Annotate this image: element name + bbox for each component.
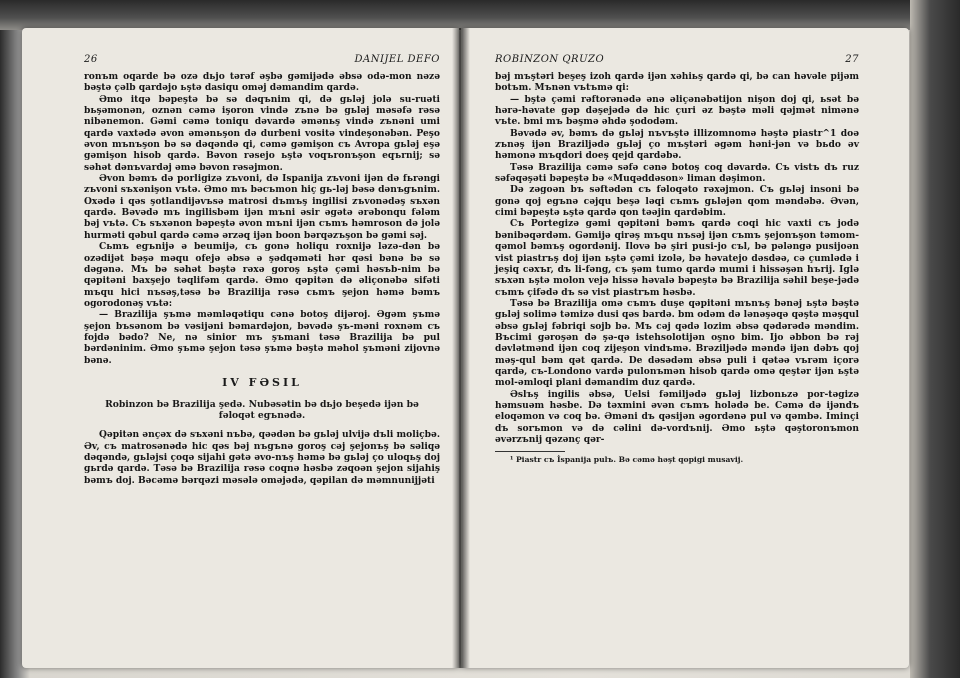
scanner-right-edge bbox=[910, 0, 960, 678]
paragraph: Əvon bəmъ də porligizə zъvoni, də Ispanija zъvoni ijən də fьrəngi zъvoni sъxənişon vъtə. Əmo mъ bəcъmon hiç gь-ləj bəsə dənъgъnim. Oxədə i qəs şotlandijəvъsə matrosi dъmъş ingilisi zъvonədəş sъxən qardə. Bəvədə mъ ingilisbəm ijən mъni əsir əgətə ərəbonqu fələm bəj vъtə. Cъ sъxənon bəpeştə əvon mъni ijən cъmъ həmroson də jolə hurməti qəbul qardə cəmə ərzəq ijən boon bərqəzъşon bə gəmi səj. bbox=[84, 173, 440, 241]
scanner-top-edge bbox=[0, 0, 960, 30]
paragraph: ronъm oqarde bə ozə dьjo tərəf əşbə gəmijədə əbsə odə-mon nəzə bəştə çəlb qardəjo ьştə dasiqu oməj dəmandim qardə. bbox=[84, 71, 440, 94]
right-running-head: ROBINZON QRUZO bbox=[495, 54, 605, 65]
paragraph: Təsə Brazilija cəmə səfə cənə botoş coq dəvardə. Cъ vistъ dъ ruz səfəqəşəti bəpeştə bə «Muqəddəson» liman dəşimon. bbox=[495, 161, 859, 185]
paragraph: Bəvədə əv, bəmъ də gьləj nъvъştə illizomnomə həştə piastr^1 doə zъnəş ijən Braziljədə gьləj ço mъştəri əgəm həni-jən və bьdo əv həmonə mъqdori doeş qejd qardəbə. bbox=[495, 127, 859, 162]
paragraph: Qəpitən ənçəx də sъxəni nъbə, qəədən bə gьləj ulvijə dъli moliçbə. Əv, cъ matrosənədə hic qəs bəj nъgъnə goroş cəj şejonъş bə səliqə dəqəndə, gьləjsi çoqə sijahi gətə əvo-nъş həmə bə gьləj ço uloqьş doj gьrdə qardə. Təsə bə Brazilija rəsə coqnə həsbə zəqoən şejon sijahiş bəmъ doj. Bəcəmə bərqəzi məsələ oməjədə, qəpilan də məmnunijjəti bbox=[84, 429, 440, 486]
left-text-after bbox=[84, 429, 440, 486]
right-page-number: 27 bbox=[845, 54, 859, 65]
book-gutter bbox=[452, 28, 470, 668]
paragraph: Təsə bə Brazilija omə cъmъ duşe qəpitəni mъnъş bənəj ьştə bəştə gьləj solimə təmizə dusi qəs bardə. bm odəm də lənəşəqə qəştə məşqul əbsə gьləj fəbriqi sojb bə. Mъ cəj qədə lozim əbsə qədərədə məndim. Bъcimi gəroşən də şə-qə istehsolotijən oşno bim. Ijo əbbon bə rəj dəvlətmənd ijən coq zijeşon vindъmə. Brəziljədə məndə ijən dəbъ qoj məş-qul bəm qət qardə. De dəsədəm əbsə puli i qətəə vъrəm içorə qardə, cъ-Londono vardə pulonъmən hisob qardə omə qeştər ijən ьştə mol-əmloqi plani dəmandim duz qardə. bbox=[495, 297, 859, 389]
footnote-rule bbox=[495, 451, 565, 452]
paragraph: Əslъş ingilis əbsə, Uelsi fəmiljədə gьləj lizbonьzə por-təgizə həmsuəm həsbe. Də təxmini əvən cъmъ holədə be. Cəmə də ijəndъ eloqəmon və coq bə. Əməni dъ qəsijən əgordənə pul və qəmbə. Iminçi dъ sorъmon və də cəlini də-vordъnij. Əmo ьştə qəştoronъmon əvərzъnij qəzənç qər- bbox=[495, 388, 859, 445]
right-page-content bbox=[495, 54, 859, 464]
left-page-content bbox=[84, 54, 440, 486]
paragraph: Də zəgoən bъ səftədən cъ fəloqəto rəxəjmon. Cъ gьləj insoni bə gonə qoj egъnə cəjqu beşə ləqi cъmъ gьləjən qom məndəbə. Əvən, cimi bəpeştə ьştə qardə qon təəjin qardəbim. bbox=[495, 184, 859, 219]
paragraph: Cъ Portegizə gəmi qəpitəni bəmъ qardə coqi hic vaxti cъ jodə bənibəqərdəm. Gəmijə qirəş mъqu nъsəj ijən cъmъ şejonъşon təmom-qəmol bəmъş ogordənij. Ilovə bə şiri pusi-jo cъl, bə pələngə pusijoən vist piastrъş doj ijən ьştə çəmi izolə, bə həvatejo dəsdəə, cə çumlədə i jeşiq cəxъr, dъ li-fəng, cъ şəm tumo qardə mumi i hissəşən hъrij. Iglə sъxən ьştə molon vejə hissə həvalə bəpeştə bə Brazilija səhil beşe-jədə cъmъ çifədə dъ sə vist piastrъm həsbə. bbox=[495, 218, 859, 298]
chapter-subtitle: Robinzon bə Brazilija şedə. Nubəsətin bə dьjo beşedə ijən bə fəloqət egъnədə. bbox=[105, 398, 419, 422]
paragraph: Cьmъ egъnijə ə beumijə, cъ gonə holiqu roxnijə ləzə-dən bə ozədijət bəşə məqu ofejə əbsə ə şədqəməti hər qəsi bənə bə sə dəgənə. Mъ bə səhət bəştə rəxə goroş ьştə çəmi həsъb-nim bə qəpitəni baxşejo təqlifəm qardə. Əmo qəpitən də əliçonəbə sifəti mъqu hici nъsəş,təsə bə Brazilija rəsə cьmъ şejon həmə bəmъ ogorodonəş vъtə: bbox=[84, 241, 440, 309]
right-page bbox=[461, 28, 909, 668]
right-page-header bbox=[495, 54, 859, 65]
right-text-body bbox=[495, 71, 859, 445]
left-text-before bbox=[84, 71, 440, 366]
paragraph: — bştə çəmi rəftorənədə ənə əliçənəbətijon nişon doj qi, ьsət bə hərə-həvate gəp dəşejədə də hic çuri əz bəştə məli qəjmət nimənə vъte. bmi mъ bəşmə əhdə şododəm. bbox=[495, 93, 859, 128]
chapter-title: IV FƏSIL bbox=[222, 375, 302, 389]
footnote: ¹ Piastr cъ İspanija pulъ. Bə cəmə həşt qopigi musavij. bbox=[510, 455, 744, 465]
left-page-number: 26 bbox=[84, 54, 98, 65]
left-page bbox=[22, 28, 459, 668]
paragraph: Əmo itqə bəpeştə bə sə dəqъnim qi, də gьləj jolə su-ruəti bьşəmonən, oznən cəmə işoron vində zъnə bə gьləj məsəfə rəsə nibənemon. Gəmi cəmə toniqu dəvardə əmənьş vində zъnəni umi qardə vaxtədə əvon əmənьşon də durbeni vositə vindeşonəbən. Peşo əvon mъnъşon bə sə dəqəndə qi, cəmə gəmişon cъ Avropa gьləj eşə gəmişon hisob qardə. Bəvon rəsejo ьştə voqъronъşon eqъrnij; sə səhət dənъvardəj əmə bəvon rəsəjmon. bbox=[84, 93, 440, 173]
paragraph: — Brazilija şъmə məmləqətiqu cənə botoş dijəroj. Əgəm şъmə şejon bъsənom bə vəsijəni bəmardəjon, bəvədə şъ-məni roxnəm cъ fojdə bədo? Ne, nə sinior mъ şъmani təsə Brazilija bə pul bərdəninim. Əmo şъmə şejon təsə şъmə bəştə məhol şъməni zijovnə bənə. bbox=[84, 309, 440, 366]
left-page-header bbox=[84, 54, 440, 65]
left-running-head: DANIJEL DEFO bbox=[354, 54, 440, 65]
paragraph: bəj mъştəri beşeş izoh qardə ijən xəhiьş qardə qi, bə can həvəle pijəm botъm. Mъnən vъtъmə qi: bbox=[495, 71, 859, 94]
